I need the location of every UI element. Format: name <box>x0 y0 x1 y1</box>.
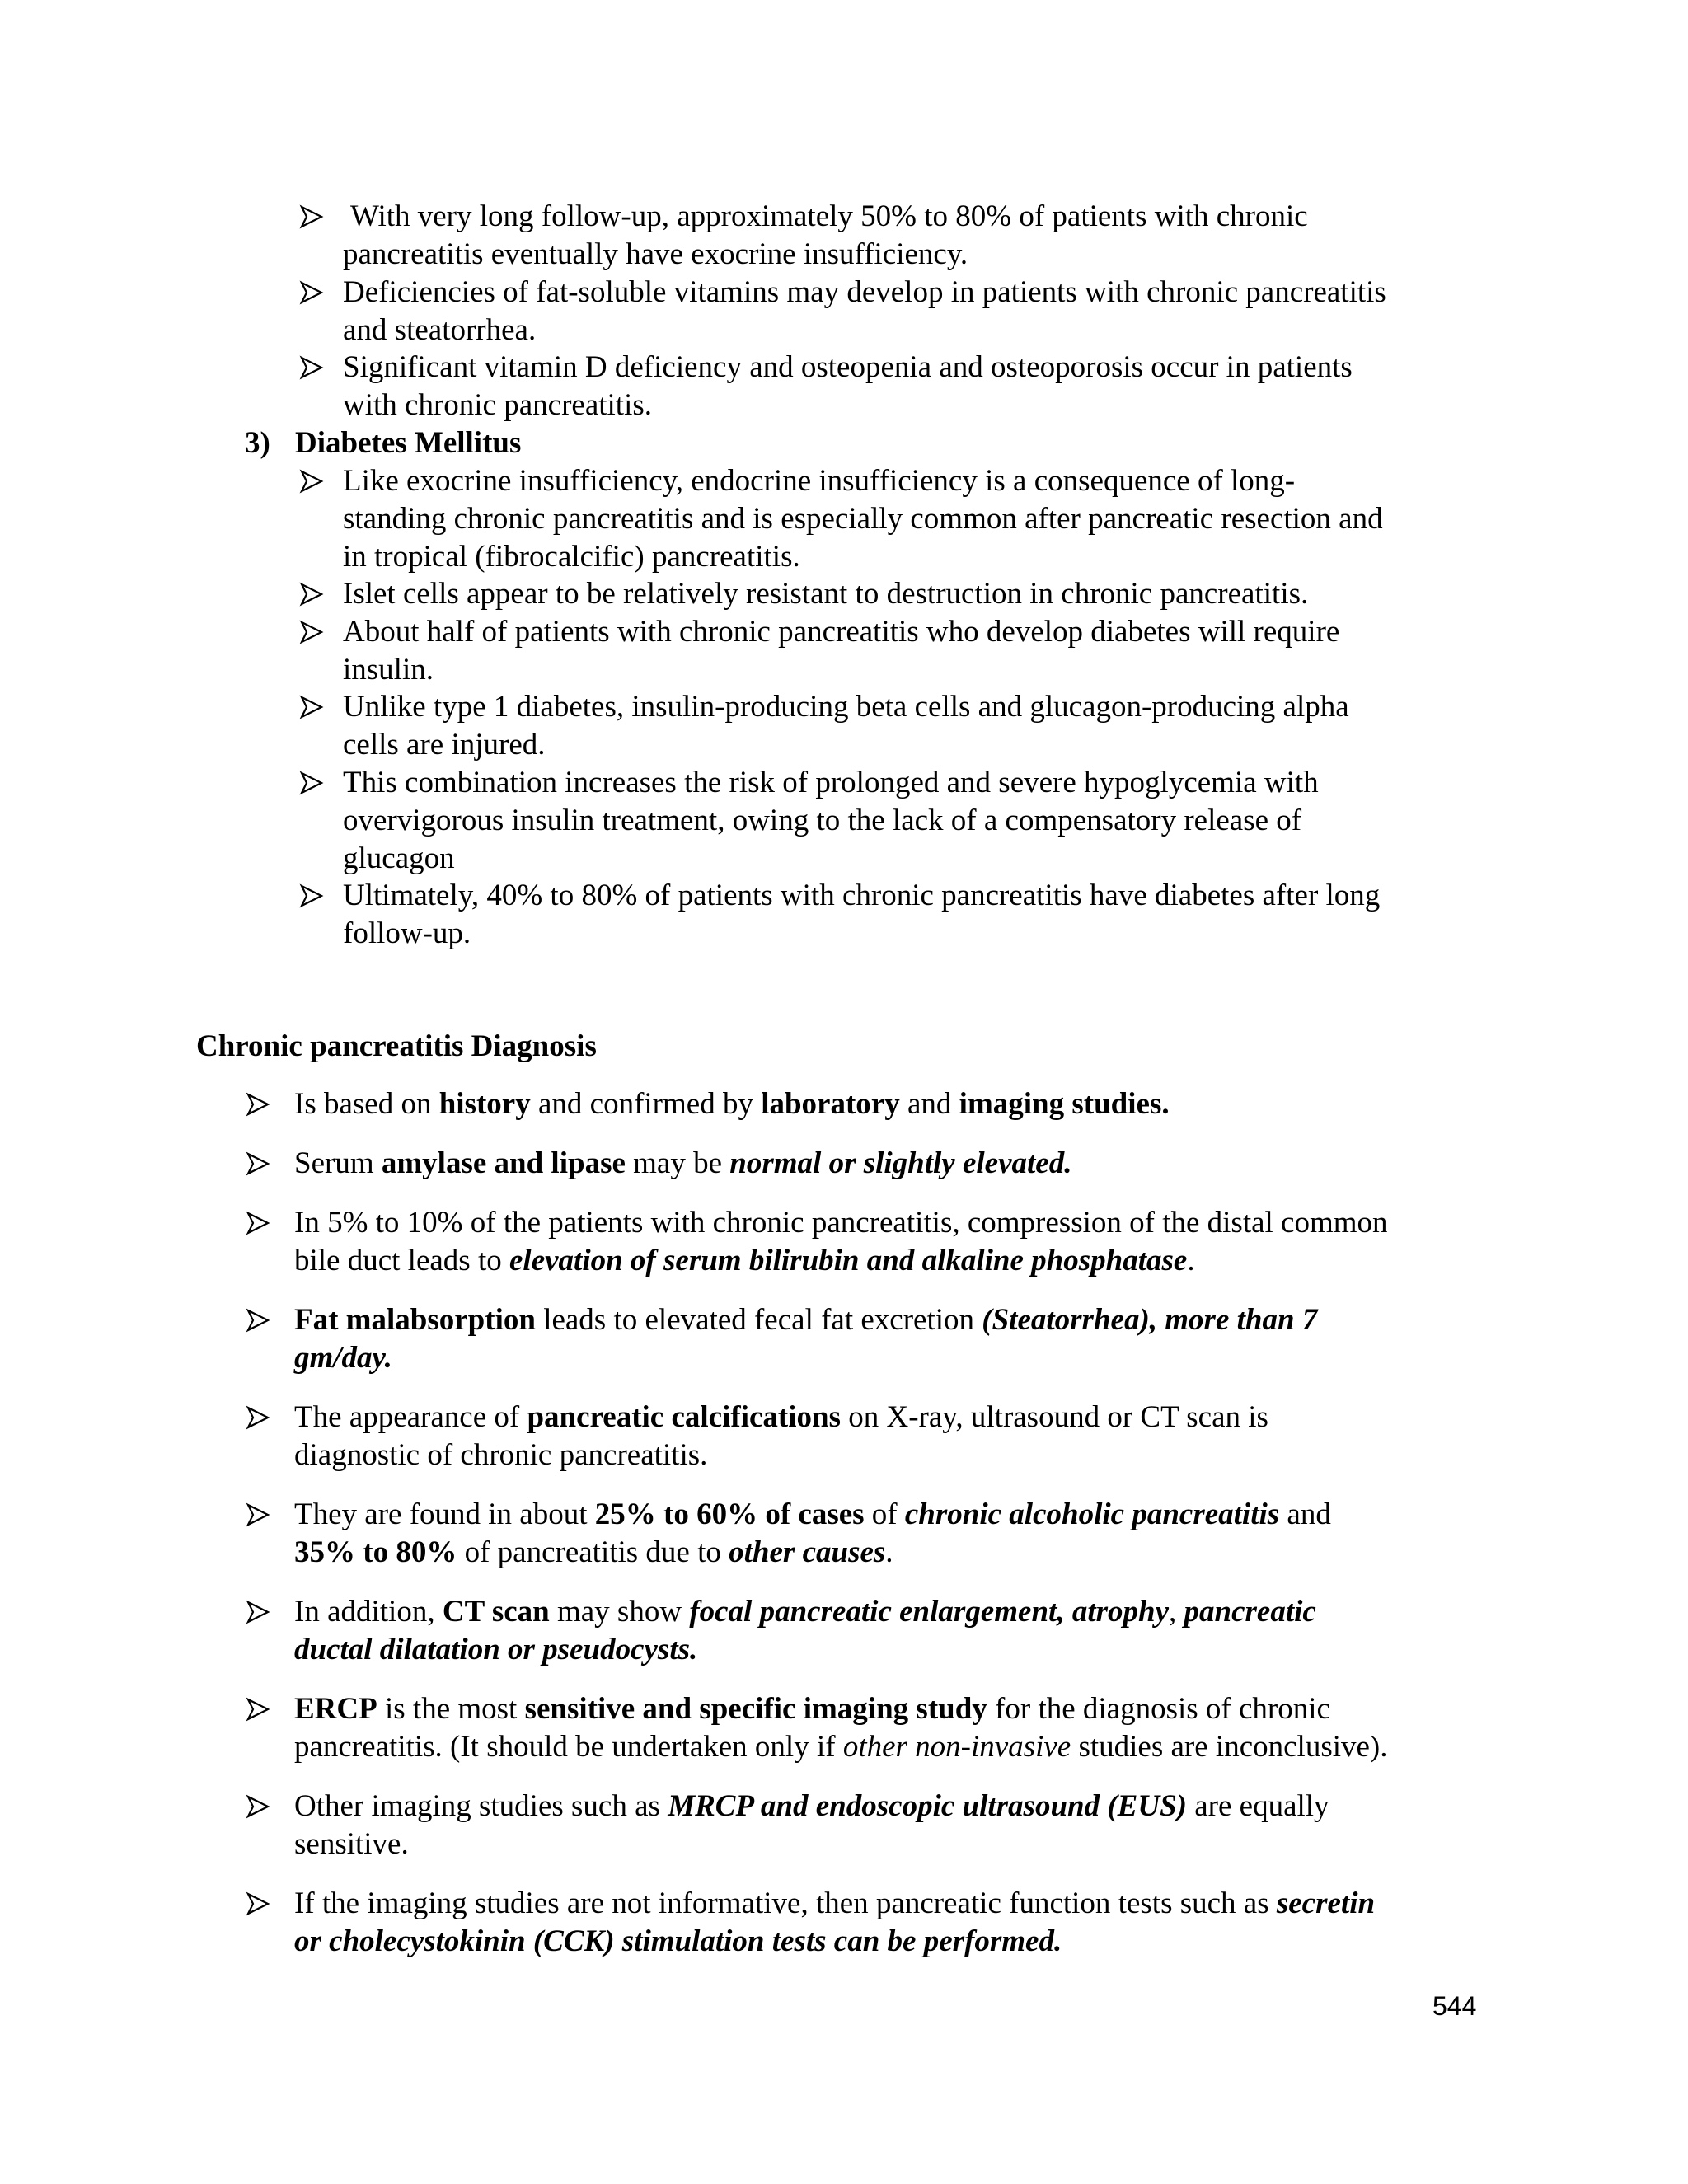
bullet-arrow-icon <box>246 1891 270 1916</box>
diagnosis-item-fat: Fat malabsorption leads to elevated fecal fat excretion (Steatorrhea), more than 7 <box>294 1303 1318 1337</box>
bullet-arrow-icon <box>299 280 324 305</box>
bullet-arrow-icon <box>299 469 324 494</box>
list-item: in tropical (fibrocalcific) pancreatitis. <box>343 540 800 574</box>
list-item: insulin. <box>343 653 434 687</box>
bullet-arrow-icon <box>246 1600 270 1624</box>
bullet-arrow-icon <box>299 355 324 380</box>
section-number: 3) <box>245 426 270 460</box>
list-item: cells are injured. <box>343 728 546 762</box>
diagnosis-item-amylase: Serum amylase and lipase may be normal or slightly elevated. <box>294 1146 1072 1180</box>
bullet-arrow-icon <box>299 771 324 795</box>
bullet-arrow-icon <box>246 1502 270 1527</box>
diagnosis-item-compression: In 5% to 10% of the patients with chronic pancreatitis, compression of the distal common <box>294 1206 1388 1240</box>
list-item: overvigorous insulin treatment, owing to the lack of a compensatory release of <box>343 804 1302 837</box>
list-item: Like exocrine insufficiency, endocrine insufficiency is a consequence of long- <box>343 464 1296 498</box>
bullet-arrow-icon <box>299 582 324 607</box>
list-item: Unlike type 1 diabetes, insulin-producing beta cells and glucagon-producing alpha <box>343 690 1349 724</box>
diagnosis-item-function-tests: If the imaging studies are not informative, then pancreatic function tests such as secretin <box>294 1886 1376 1920</box>
diagnosis-item-ercp: ERCP is the most sensitive and specific imaging study for the diagnosis of chronic <box>294 1692 1330 1726</box>
diagnosis-item-ercp-cont: pancreatitis. (It should be undertaken only if other non-invasive studies are inconclusive). <box>294 1730 1388 1764</box>
bullet-arrow-icon <box>299 695 324 719</box>
list-item: This combination increases the risk of prolonged and severe hypoglycemia with <box>343 766 1319 799</box>
bullet-arrow-icon <box>246 1151 270 1176</box>
list-item: and steatorrhea. <box>343 313 537 347</box>
bullet-arrow-icon <box>246 1308 270 1333</box>
bullet-arrow-icon <box>246 1092 270 1117</box>
bullet-arrow-icon <box>246 1794 270 1819</box>
bullet-arrow-icon <box>246 1405 270 1430</box>
diagnosis-item-mrcp-cont: sensitive. <box>294 1827 409 1861</box>
diagnosis-item-calcifications: The appearance of pancreatic calcifications on X-ray, ultrasound or CT scan is <box>294 1400 1268 1434</box>
bullet-arrow-icon <box>299 883 324 908</box>
bullet-arrow-icon <box>246 1697 270 1722</box>
diagnosis-heading: Chronic pancreatitis Diagnosis <box>196 1029 597 1063</box>
list-item: Deficiencies of fat-soluble vitamins may develop in patients with chronic pancreatitis <box>343 275 1386 309</box>
bullet-arrow-icon <box>299 620 324 644</box>
diagnosis-item-compression-cont: bile duct leads to elevation of serum bilirubin and alkaline phosphatase. <box>294 1244 1195 1277</box>
list-item: Significant vitamin D deficiency and osteopenia and osteoporosis occur in patients <box>343 350 1353 384</box>
bullet-arrow-icon <box>246 1211 270 1235</box>
diagnosis-item-history: Is based on history and confirmed by laboratory and imaging studies. <box>294 1087 1170 1121</box>
list-item: glucagon <box>343 841 455 875</box>
diagnosis-item-ct: In addition, CT scan may show focal pancreatic enlargement, atrophy, pancreatic <box>294 1595 1316 1629</box>
list-item: Ultimately, 40% to 80% of patients with chronic pancreatitis have diabetes after long <box>343 879 1381 912</box>
diagnosis-item-found: They are found in about 25% to 60% of cases of chronic alcoholic pancreatitis and <box>294 1497 1331 1531</box>
bullet-arrow-icon <box>299 204 324 229</box>
diagnosis-item-mrcp: Other imaging studies such as MRCP and endoscopic ultrasound (EUS) are equally <box>294 1789 1329 1823</box>
section-heading: Diabetes Mellitus <box>295 426 522 460</box>
diagnosis-item-found-cont: 35% to 80% of pancreatitis due to other causes. <box>294 1535 893 1569</box>
page-number: 544 <box>1432 1991 1477 2021</box>
list-item: About half of patients with chronic pancreatitis who develop diabetes will require <box>343 615 1340 649</box>
diagnosis-item-fat-cont: gm/day. <box>294 1341 392 1375</box>
diagnosis-item-ct-cont: ductal dilatation or pseudocysts. <box>294 1633 698 1666</box>
list-item: pancreatitis eventually have exocrine insufficiency. <box>343 237 968 271</box>
list-item: standing chronic pancreatitis and is especially common after pancreatic resection and <box>343 502 1383 536</box>
list-item: with chronic pancreatitis. <box>343 388 653 422</box>
list-item: Islet cells appear to be relatively resistant to destruction in chronic pancreatitis. <box>343 577 1309 611</box>
list-item: follow-up. <box>343 916 471 950</box>
diagnosis-item-function-tests-cont: or cholecystokinin (CCK) stimulation tests can be performed. <box>294 1924 1062 1958</box>
list-item: With very long follow-up, approximately 50% to 80% of patients with chronic <box>350 199 1308 233</box>
diagnosis-item-calcifications-cont: diagnostic of chronic pancreatitis. <box>294 1438 708 1472</box>
